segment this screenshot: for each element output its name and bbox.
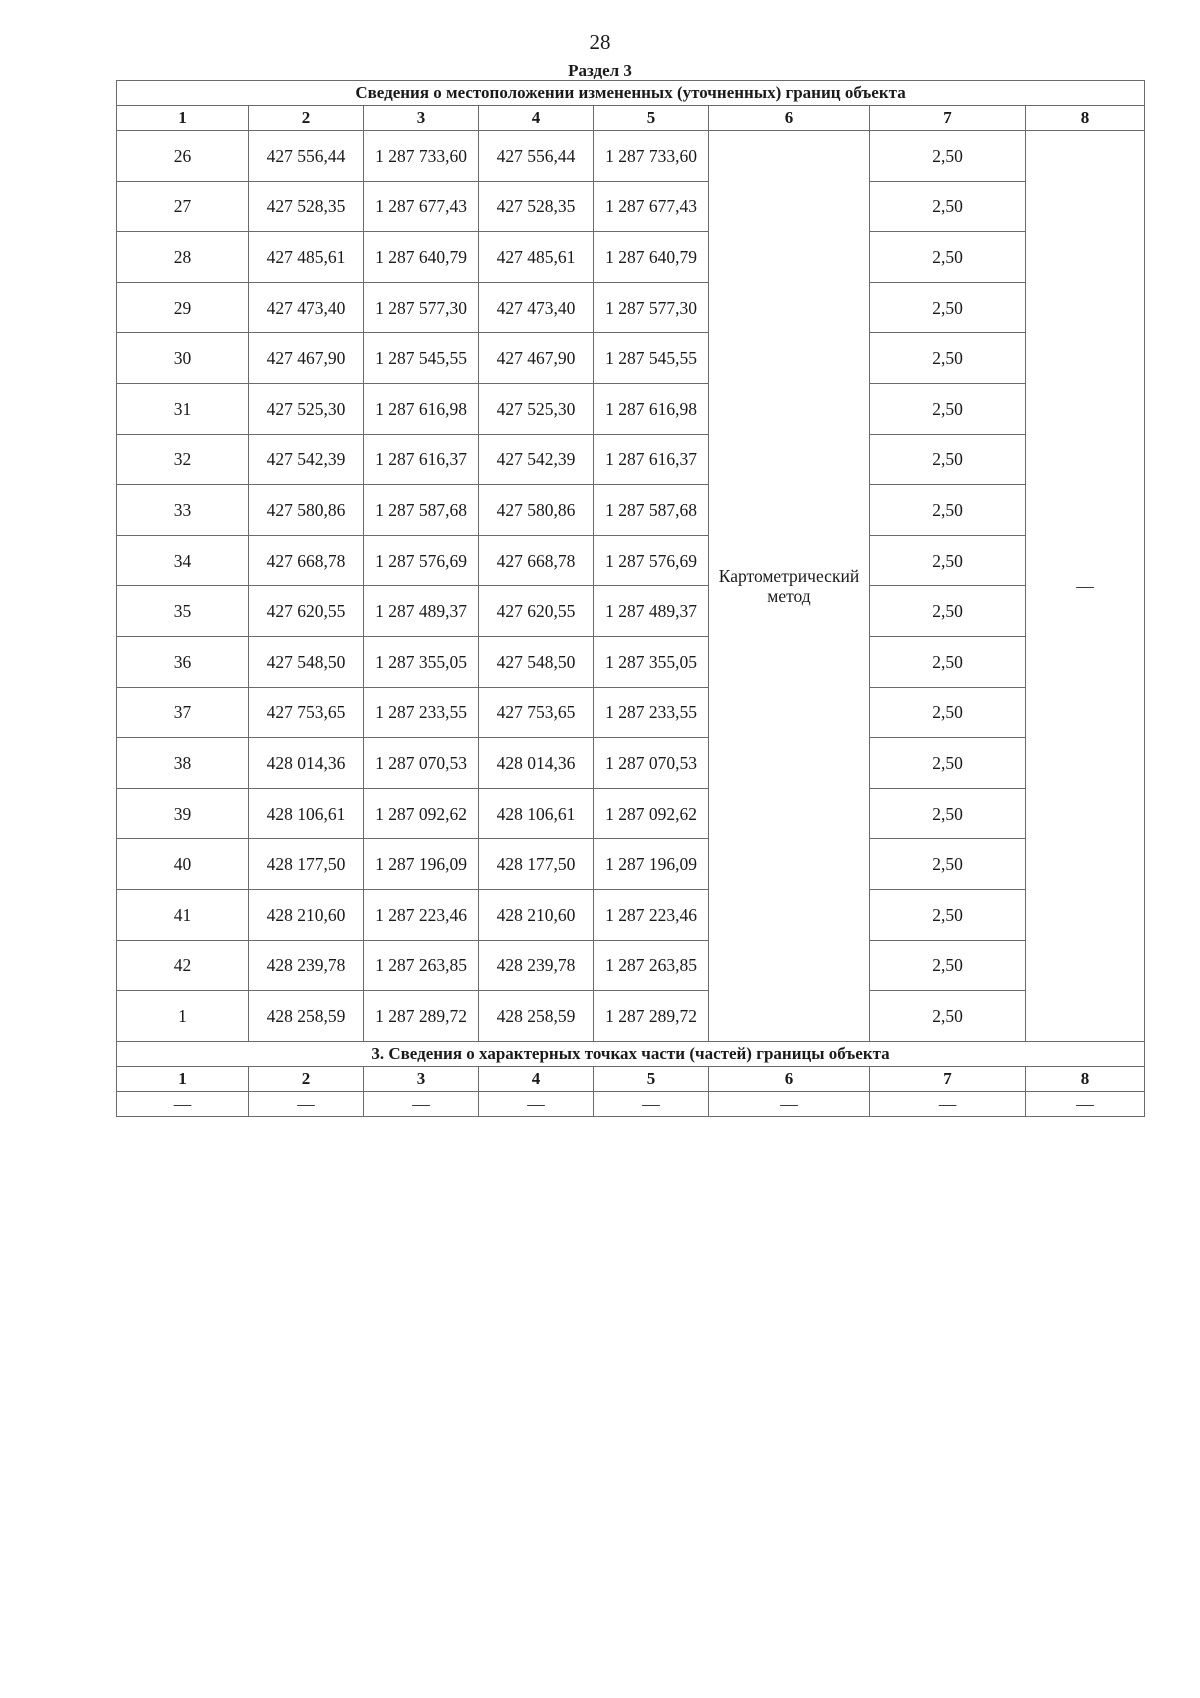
point-number-cell: 28 (117, 232, 249, 283)
accuracy-cell: 2,50 (870, 181, 1026, 232)
x-coordinate-cell: 427 525,30 (479, 383, 594, 434)
point-number-cell: 38 (117, 738, 249, 789)
accuracy-cell: 2,50 (870, 687, 1026, 738)
empty-value-cell: — (709, 1091, 870, 1116)
point-number-cell: 42 (117, 940, 249, 991)
table-row (117, 586, 1145, 637)
y-coordinate-cell: 1 287 576,69 (364, 535, 479, 586)
y-coordinate-cell: 1 287 070,53 (364, 738, 479, 789)
x-coordinate-cell: 428 106,61 (479, 788, 594, 839)
table-row (117, 282, 1145, 333)
table-row (117, 788, 1145, 839)
point-number-cell: 41 (117, 889, 249, 940)
y-coordinate-cell: 1 287 196,09 (364, 839, 479, 890)
point-number-cell: 30 (117, 333, 249, 384)
y-coordinate-cell: 1 287 577,30 (364, 282, 479, 333)
description-cell: — (1026, 131, 1145, 1042)
point-number-cell: 32 (117, 434, 249, 485)
empty-value-cell: — (117, 1091, 249, 1116)
point-number-cell: 34 (117, 535, 249, 586)
table-row (117, 333, 1145, 384)
column-header: 2 (249, 106, 364, 131)
y-coordinate-cell: 1 287 733,60 (364, 131, 479, 182)
table-row (117, 687, 1145, 738)
table-title: 3. Сведения о характерных точках части (частей) границы объекта (117, 1041, 1145, 1066)
y-coordinate-cell: 1 287 677,43 (364, 181, 479, 232)
column-header: 8 (1026, 1066, 1145, 1091)
point-number-cell: 40 (117, 839, 249, 890)
method-cell (709, 131, 870, 1042)
point-number-cell: 1 (117, 991, 249, 1042)
table-row (117, 131, 1145, 182)
y-coordinate-cell: 1 287 616,98 (594, 383, 709, 434)
point-number-cell: 39 (117, 788, 249, 839)
x-coordinate-cell: 427 548,50 (249, 636, 364, 687)
y-coordinate-cell: 1 287 616,37 (594, 434, 709, 485)
x-coordinate-cell: 428 239,78 (479, 940, 594, 991)
x-coordinate-cell: 427 473,40 (249, 282, 364, 333)
accuracy-cell: 2,50 (870, 788, 1026, 839)
point-number-cell: 31 (117, 383, 249, 434)
column-header: 3 (364, 1066, 479, 1091)
empty-value-cell: — (1026, 1091, 1145, 1116)
y-coordinate-cell: 1 287 640,79 (594, 232, 709, 283)
empty-value-cell: — (364, 1091, 479, 1116)
x-coordinate-cell: 427 528,35 (249, 181, 364, 232)
y-coordinate-cell: 1 287 587,68 (364, 485, 479, 536)
column-header: 8 (1026, 106, 1145, 131)
table-row (117, 738, 1145, 789)
x-coordinate-cell: 428 210,60 (479, 889, 594, 940)
y-coordinate-cell: 1 287 545,55 (594, 333, 709, 384)
x-coordinate-cell: 427 668,78 (249, 535, 364, 586)
x-coordinate-cell: 427 467,90 (479, 333, 594, 384)
accuracy-cell: 2,50 (870, 434, 1026, 485)
y-coordinate-cell: 1 287 289,72 (364, 991, 479, 1042)
y-coordinate-cell: 1 287 196,09 (594, 839, 709, 890)
accuracy-cell: 2,50 (870, 232, 1026, 283)
x-coordinate-cell: 427 580,86 (249, 485, 364, 536)
x-coordinate-cell: 428 258,59 (249, 991, 364, 1042)
column-header: 7 (870, 106, 1026, 131)
x-coordinate-cell: 427 556,44 (479, 131, 594, 182)
table-row (117, 1091, 1145, 1116)
y-coordinate-cell: 1 287 233,55 (364, 687, 479, 738)
x-coordinate-cell: 427 525,30 (249, 383, 364, 434)
boundary-table (116, 80, 1145, 1117)
table-row (117, 485, 1145, 536)
x-coordinate-cell: 427 580,86 (479, 485, 594, 536)
accuracy-cell: 2,50 (870, 282, 1026, 333)
y-coordinate-cell: 1 287 616,98 (364, 383, 479, 434)
column-header: 3 (364, 106, 479, 131)
x-coordinate-cell: 427 542,39 (249, 434, 364, 485)
x-coordinate-cell: 427 528,35 (479, 181, 594, 232)
y-coordinate-cell: 1 287 616,37 (364, 434, 479, 485)
column-header: 5 (594, 106, 709, 131)
empty-value-cell: — (479, 1091, 594, 1116)
y-coordinate-cell: 1 287 545,55 (364, 333, 479, 384)
accuracy-cell: 2,50 (870, 738, 1026, 789)
table-row (117, 181, 1145, 232)
x-coordinate-cell: 428 239,78 (249, 940, 364, 991)
x-coordinate-cell: 427 620,55 (479, 586, 594, 637)
x-coordinate-cell: 427 753,65 (249, 687, 364, 738)
y-coordinate-cell: 1 287 223,46 (364, 889, 479, 940)
table-row (117, 991, 1145, 1042)
point-number-cell: 33 (117, 485, 249, 536)
y-coordinate-cell: 1 287 289,72 (594, 991, 709, 1042)
x-coordinate-cell: 427 542,39 (479, 434, 594, 485)
column-header: 4 (479, 1066, 594, 1091)
x-coordinate-cell: 427 485,61 (479, 232, 594, 283)
point-number-cell: 37 (117, 687, 249, 738)
x-coordinate-cell: 427 753,65 (479, 687, 594, 738)
x-coordinate-cell: 428 210,60 (249, 889, 364, 940)
accuracy-cell: 2,50 (870, 940, 1026, 991)
y-coordinate-cell: 1 287 733,60 (594, 131, 709, 182)
page-number: 28 (589, 30, 611, 54)
x-coordinate-cell: 428 106,61 (249, 788, 364, 839)
table-row (117, 434, 1145, 485)
table-title: Сведения о местоположении измененных (уточненных) границ объекта (117, 81, 1145, 106)
header-row (117, 106, 1145, 131)
x-coordinate-cell: 428 177,50 (249, 839, 364, 890)
y-coordinate-cell: 1 287 355,05 (364, 636, 479, 687)
x-coordinate-cell: 427 548,50 (479, 636, 594, 687)
y-coordinate-cell: 1 287 577,30 (594, 282, 709, 333)
empty-value-cell: — (594, 1091, 709, 1116)
table-row (117, 535, 1145, 586)
table-row (117, 839, 1145, 890)
y-coordinate-cell: 1 287 489,37 (364, 586, 479, 637)
table-title-row (117, 81, 1145, 106)
table-row (117, 232, 1145, 283)
column-header: 2 (249, 1066, 364, 1091)
y-coordinate-cell: 1 287 263,85 (594, 940, 709, 991)
empty-value-cell: — (249, 1091, 364, 1116)
y-coordinate-cell: 1 287 677,43 (594, 181, 709, 232)
y-coordinate-cell: 1 287 092,62 (594, 788, 709, 839)
column-header: 1 (117, 106, 249, 131)
empty-value-cell: — (870, 1091, 1026, 1116)
accuracy-cell: 2,50 (870, 889, 1026, 940)
point-number-cell: 36 (117, 636, 249, 687)
y-coordinate-cell: 1 287 489,37 (594, 586, 709, 637)
x-coordinate-cell: 428 177,50 (479, 839, 594, 890)
column-header: 1 (117, 1066, 249, 1091)
point-number-cell: 35 (117, 586, 249, 637)
x-coordinate-cell: 428 258,59 (479, 991, 594, 1042)
y-coordinate-cell: 1 287 263,85 (364, 940, 479, 991)
y-coordinate-cell: 1 287 070,53 (594, 738, 709, 789)
accuracy-cell: 2,50 (870, 485, 1026, 536)
x-coordinate-cell: 427 668,78 (479, 535, 594, 586)
x-coordinate-cell: 427 467,90 (249, 333, 364, 384)
column-header: 4 (479, 106, 594, 131)
table-row (117, 636, 1145, 687)
y-coordinate-cell: 1 287 233,55 (594, 687, 709, 738)
table-row (117, 383, 1145, 434)
accuracy-cell: 2,50 (870, 131, 1026, 182)
y-coordinate-cell: 1 287 355,05 (594, 636, 709, 687)
x-coordinate-cell: 428 014,36 (249, 738, 364, 789)
x-coordinate-cell: 427 473,40 (479, 282, 594, 333)
accuracy-cell: 2,50 (870, 586, 1026, 637)
column-header: 6 (709, 106, 870, 131)
accuracy-cell: 2,50 (870, 333, 1026, 384)
point-number-cell: 26 (117, 131, 249, 182)
column-header: 6 (709, 1066, 870, 1091)
accuracy-cell: 2,50 (870, 839, 1026, 890)
x-coordinate-cell: 427 485,61 (249, 232, 364, 283)
header-row (117, 1066, 1145, 1091)
accuracy-cell: 2,50 (870, 636, 1026, 687)
accuracy-cell: 2,50 (870, 991, 1026, 1042)
section-label: Раздел 3 (568, 61, 632, 80)
y-coordinate-cell: 1 287 576,69 (594, 535, 709, 586)
table-title-row (117, 1041, 1145, 1066)
table-row (117, 889, 1145, 940)
y-coordinate-cell: 1 287 587,68 (594, 485, 709, 536)
column-header: 5 (594, 1066, 709, 1091)
y-coordinate-cell: 1 287 223,46 (594, 889, 709, 940)
y-coordinate-cell: 1 287 092,62 (364, 788, 479, 839)
method-text: Картометрический метод (718, 565, 860, 606)
table-row (117, 940, 1145, 991)
x-coordinate-cell: 428 014,36 (479, 738, 594, 789)
point-number-cell: 29 (117, 282, 249, 333)
x-coordinate-cell: 427 620,55 (249, 586, 364, 637)
x-coordinate-cell: 427 556,44 (249, 131, 364, 182)
accuracy-cell: 2,50 (870, 383, 1026, 434)
accuracy-cell: 2,50 (870, 535, 1026, 586)
column-header: 7 (870, 1066, 1026, 1091)
point-number-cell: 27 (117, 181, 249, 232)
y-coordinate-cell: 1 287 640,79 (364, 232, 479, 283)
